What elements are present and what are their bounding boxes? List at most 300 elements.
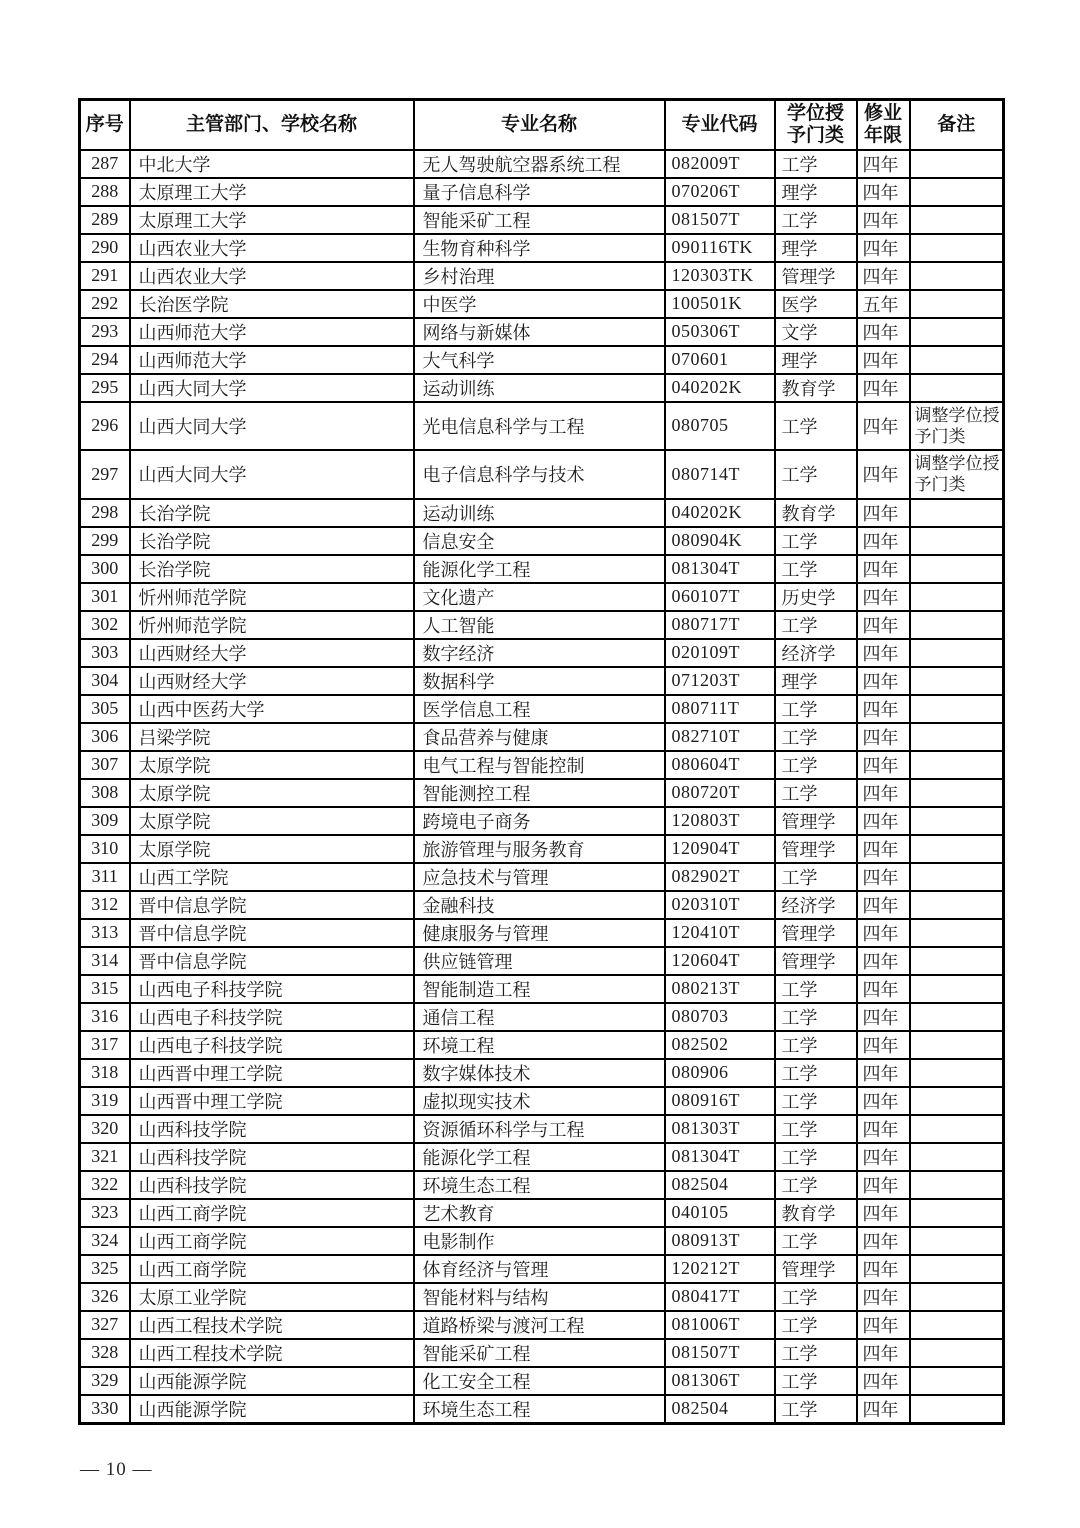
cell-years: 五年 bbox=[857, 290, 910, 318]
cell-index: 291 bbox=[80, 262, 130, 290]
cell-school: 太原学院 bbox=[130, 807, 414, 835]
cell-code: 070206T bbox=[665, 178, 775, 206]
cell-index: 325 bbox=[80, 1255, 130, 1283]
cell-index: 312 bbox=[80, 891, 130, 919]
table-row bbox=[80, 863, 1004, 891]
table-row bbox=[80, 751, 1004, 779]
cell-major: 生物育种科学 bbox=[414, 234, 665, 262]
cell-index: 316 bbox=[80, 1003, 130, 1031]
cell-code: 080717T bbox=[665, 611, 775, 639]
cell-code: 050306T bbox=[665, 318, 775, 346]
cell-code: 080703 bbox=[665, 1003, 775, 1031]
cell-degree: 工学 bbox=[775, 611, 857, 639]
cell-years: 四年 bbox=[857, 1003, 910, 1031]
cell-index: 323 bbox=[80, 1199, 130, 1227]
cell-remark bbox=[910, 178, 1004, 206]
cell-remark bbox=[910, 639, 1004, 667]
cell-code: 081304T bbox=[665, 555, 775, 583]
cell-remark bbox=[910, 1059, 1004, 1087]
cell-index: 321 bbox=[80, 1143, 130, 1171]
table-row bbox=[80, 318, 1004, 346]
cell-major: 能源化学工程 bbox=[414, 555, 665, 583]
cell-degree: 管理学 bbox=[775, 807, 857, 835]
cell-years: 四年 bbox=[857, 1171, 910, 1199]
cell-school: 中北大学 bbox=[130, 150, 414, 178]
cell-school: 山西科技学院 bbox=[130, 1171, 414, 1199]
cell-remark bbox=[910, 1143, 1004, 1171]
cell-remark bbox=[910, 975, 1004, 1003]
table-row bbox=[80, 527, 1004, 555]
cell-code: 081306T bbox=[665, 1367, 775, 1395]
table-row bbox=[80, 1367, 1004, 1395]
cell-code: 120803T bbox=[665, 807, 775, 835]
cell-school: 山西晋中理工学院 bbox=[130, 1087, 414, 1115]
table-row bbox=[80, 947, 1004, 975]
cell-school: 山西大同大学 bbox=[130, 374, 414, 402]
table-row bbox=[80, 234, 1004, 262]
cell-code: 071203T bbox=[665, 667, 775, 695]
cell-code: 082902T bbox=[665, 863, 775, 891]
table-row bbox=[80, 611, 1004, 639]
cell-years: 四年 bbox=[857, 206, 910, 234]
table-row bbox=[80, 583, 1004, 611]
cell-code: 082504 bbox=[665, 1171, 775, 1199]
cell-school: 山西大同大学 bbox=[130, 402, 414, 451]
cell-index: 324 bbox=[80, 1227, 130, 1255]
table-row bbox=[80, 1255, 1004, 1283]
cell-major: 食品营养与健康 bbox=[414, 723, 665, 751]
table-body bbox=[80, 150, 1004, 1424]
cell-major: 艺术教育 bbox=[414, 1199, 665, 1227]
table-row bbox=[80, 1171, 1004, 1199]
header-school: 主管部门、学校名称 bbox=[130, 100, 414, 150]
cell-code: 082009T bbox=[665, 150, 775, 178]
cell-index: 302 bbox=[80, 611, 130, 639]
cell-years: 四年 bbox=[857, 1367, 910, 1395]
cell-index: 290 bbox=[80, 234, 130, 262]
cell-school: 山西大同大学 bbox=[130, 450, 414, 499]
cell-school: 长治学院 bbox=[130, 499, 414, 527]
cell-index: 305 bbox=[80, 695, 130, 723]
header-degree bbox=[775, 100, 857, 150]
cell-index: 300 bbox=[80, 555, 130, 583]
cell-remark bbox=[910, 234, 1004, 262]
cell-years: 四年 bbox=[857, 1227, 910, 1255]
cell-degree: 理学 bbox=[775, 346, 857, 374]
cell-remark bbox=[910, 1199, 1004, 1227]
cell-degree: 工学 bbox=[775, 1115, 857, 1143]
cell-years: 四年 bbox=[857, 262, 910, 290]
cell-remark bbox=[910, 779, 1004, 807]
table-row bbox=[80, 150, 1004, 178]
cell-remark bbox=[910, 947, 1004, 975]
cell-degree: 管理学 bbox=[775, 1255, 857, 1283]
cell-school: 长治学院 bbox=[130, 555, 414, 583]
cell-major: 环境工程 bbox=[414, 1031, 665, 1059]
cell-code: 060107T bbox=[665, 583, 775, 611]
table-row bbox=[80, 779, 1004, 807]
cell-remark bbox=[910, 1339, 1004, 1367]
cell-degree: 经济学 bbox=[775, 891, 857, 919]
cell-degree: 工学 bbox=[775, 1143, 857, 1171]
cell-degree: 文学 bbox=[775, 318, 857, 346]
cell-school: 长治医学院 bbox=[130, 290, 414, 318]
cell-major: 电子信息科学与技术 bbox=[414, 450, 665, 499]
cell-index: 298 bbox=[80, 499, 130, 527]
cell-degree: 经济学 bbox=[775, 639, 857, 667]
cell-index: 287 bbox=[80, 150, 130, 178]
cell-major: 量子信息科学 bbox=[414, 178, 665, 206]
cell-major: 医学信息工程 bbox=[414, 695, 665, 723]
cell-code: 120604T bbox=[665, 947, 775, 975]
cell-major: 虚拟现实技术 bbox=[414, 1087, 665, 1115]
cell-school: 山西工程技术学院 bbox=[130, 1339, 414, 1367]
table-row bbox=[80, 206, 1004, 234]
header-years-line1: 修业 bbox=[863, 102, 902, 124]
cell-school: 山西师范大学 bbox=[130, 346, 414, 374]
cell-major: 无人驾驶航空器系统工程 bbox=[414, 150, 665, 178]
cell-index: 320 bbox=[80, 1115, 130, 1143]
table-row bbox=[80, 1311, 1004, 1339]
table-row bbox=[80, 1115, 1004, 1143]
cell-years: 四年 bbox=[857, 1339, 910, 1367]
table-row bbox=[80, 1395, 1004, 1424]
cell-code: 082710T bbox=[665, 723, 775, 751]
cell-degree: 工学 bbox=[775, 1087, 857, 1115]
cell-index: 309 bbox=[80, 807, 130, 835]
cell-years: 四年 bbox=[857, 374, 910, 402]
cell-index: 301 bbox=[80, 583, 130, 611]
cell-degree: 教育学 bbox=[775, 374, 857, 402]
cell-degree: 工学 bbox=[775, 555, 857, 583]
cell-degree: 医学 bbox=[775, 290, 857, 318]
cell-code: 090116TK bbox=[665, 234, 775, 262]
cell-degree: 理学 bbox=[775, 667, 857, 695]
cell-major: 运动训练 bbox=[414, 499, 665, 527]
cell-school: 山西中医药大学 bbox=[130, 695, 414, 723]
cell-remark bbox=[910, 1395, 1004, 1424]
cell-years: 四年 bbox=[857, 583, 910, 611]
cell-remark bbox=[910, 1283, 1004, 1311]
cell-code: 040202K bbox=[665, 374, 775, 402]
cell-school: 晋中信息学院 bbox=[130, 919, 414, 947]
cell-remark bbox=[910, 1255, 1004, 1283]
cell-major: 大气科学 bbox=[414, 346, 665, 374]
cell-remark bbox=[910, 807, 1004, 835]
cell-code: 120904T bbox=[665, 835, 775, 863]
cell-school: 晋中信息学院 bbox=[130, 947, 414, 975]
cell-school: 山西工商学院 bbox=[130, 1227, 414, 1255]
cell-major: 体育经济与管理 bbox=[414, 1255, 665, 1283]
cell-school: 晋中信息学院 bbox=[130, 891, 414, 919]
cell-school: 山西工商学院 bbox=[130, 1255, 414, 1283]
cell-index: 288 bbox=[80, 178, 130, 206]
cell-school: 山西工商学院 bbox=[130, 1199, 414, 1227]
cell-degree: 教育学 bbox=[775, 1199, 857, 1227]
cell-code: 080714T bbox=[665, 450, 775, 499]
cell-code: 082502 bbox=[665, 1031, 775, 1059]
cell-code: 080913T bbox=[665, 1227, 775, 1255]
cell-degree: 工学 bbox=[775, 1031, 857, 1059]
cell-major: 应急技术与管理 bbox=[414, 863, 665, 891]
cell-index: 292 bbox=[80, 290, 130, 318]
cell-degree: 管理学 bbox=[775, 947, 857, 975]
cell-school: 长治学院 bbox=[130, 527, 414, 555]
cell-degree: 工学 bbox=[775, 402, 857, 451]
cell-school: 山西科技学院 bbox=[130, 1143, 414, 1171]
cell-index: 328 bbox=[80, 1339, 130, 1367]
table-row bbox=[80, 1283, 1004, 1311]
cell-remark bbox=[910, 667, 1004, 695]
cell-index: 330 bbox=[80, 1395, 130, 1424]
cell-degree: 工学 bbox=[775, 1283, 857, 1311]
cell-years: 四年 bbox=[857, 150, 910, 178]
cell-years: 四年 bbox=[857, 499, 910, 527]
cell-index: 289 bbox=[80, 206, 130, 234]
cell-index: 313 bbox=[80, 919, 130, 947]
cell-remark bbox=[910, 723, 1004, 751]
cell-years: 四年 bbox=[857, 1283, 910, 1311]
cell-code: 082504 bbox=[665, 1395, 775, 1424]
cell-remark: 调整学位授予门类 bbox=[910, 450, 1004, 499]
cell-major: 数据科学 bbox=[414, 667, 665, 695]
table-row bbox=[80, 262, 1004, 290]
cell-code: 080916T bbox=[665, 1087, 775, 1115]
cell-index: 319 bbox=[80, 1087, 130, 1115]
cell-remark bbox=[910, 1087, 1004, 1115]
cell-years: 四年 bbox=[857, 234, 910, 262]
cell-major: 智能材料与结构 bbox=[414, 1283, 665, 1311]
cell-degree: 工学 bbox=[775, 527, 857, 555]
cell-years: 四年 bbox=[857, 346, 910, 374]
table-row bbox=[80, 723, 1004, 751]
cell-school: 山西财经大学 bbox=[130, 639, 414, 667]
page-number: — 10 — bbox=[80, 1459, 153, 1480]
cell-major: 人工智能 bbox=[414, 611, 665, 639]
cell-remark bbox=[910, 1171, 1004, 1199]
cell-degree: 工学 bbox=[775, 975, 857, 1003]
cell-school: 山西科技学院 bbox=[130, 1115, 414, 1143]
cell-code: 081507T bbox=[665, 1339, 775, 1367]
cell-major: 数字媒体技术 bbox=[414, 1059, 665, 1087]
cell-code: 081006T bbox=[665, 1311, 775, 1339]
cell-major: 环境生态工程 bbox=[414, 1395, 665, 1424]
cell-degree: 工学 bbox=[775, 779, 857, 807]
cell-years: 四年 bbox=[857, 1087, 910, 1115]
cell-major: 金融科技 bbox=[414, 891, 665, 919]
cell-school: 山西财经大学 bbox=[130, 667, 414, 695]
cell-degree: 历史学 bbox=[775, 583, 857, 611]
cell-school: 山西师范大学 bbox=[130, 318, 414, 346]
cell-school: 山西电子科技学院 bbox=[130, 975, 414, 1003]
cell-code: 120212T bbox=[665, 1255, 775, 1283]
cell-index: 299 bbox=[80, 527, 130, 555]
table-header bbox=[80, 100, 1004, 150]
cell-degree: 工学 bbox=[775, 1311, 857, 1339]
cell-remark bbox=[910, 374, 1004, 402]
cell-index: 322 bbox=[80, 1171, 130, 1199]
cell-remark bbox=[910, 1031, 1004, 1059]
cell-remark bbox=[910, 1003, 1004, 1031]
cell-remark bbox=[910, 1367, 1004, 1395]
cell-major: 信息安全 bbox=[414, 527, 665, 555]
table-row bbox=[80, 374, 1004, 402]
cell-remark bbox=[910, 891, 1004, 919]
cell-major: 智能测控工程 bbox=[414, 779, 665, 807]
table-row bbox=[80, 346, 1004, 374]
cell-major: 能源化学工程 bbox=[414, 1143, 665, 1171]
table-row bbox=[80, 290, 1004, 318]
cell-index: 297 bbox=[80, 450, 130, 499]
cell-degree: 教育学 bbox=[775, 499, 857, 527]
cell-years: 四年 bbox=[857, 891, 910, 919]
cell-school: 忻州师范学院 bbox=[130, 583, 414, 611]
cell-degree: 工学 bbox=[775, 695, 857, 723]
cell-school: 太原工业学院 bbox=[130, 1283, 414, 1311]
cell-code: 080906 bbox=[665, 1059, 775, 1087]
cell-major: 化工安全工程 bbox=[414, 1367, 665, 1395]
cell-remark bbox=[910, 919, 1004, 947]
cell-remark bbox=[910, 583, 1004, 611]
cell-years: 四年 bbox=[857, 450, 910, 499]
cell-index: 304 bbox=[80, 667, 130, 695]
cell-remark bbox=[910, 555, 1004, 583]
cell-degree: 工学 bbox=[775, 863, 857, 891]
cell-major: 旅游管理与服务教育 bbox=[414, 835, 665, 863]
cell-degree: 工学 bbox=[775, 723, 857, 751]
cell-remark bbox=[910, 346, 1004, 374]
cell-major: 电影制作 bbox=[414, 1227, 665, 1255]
cell-index: 315 bbox=[80, 975, 130, 1003]
cell-school: 太原理工大学 bbox=[130, 206, 414, 234]
cell-index: 318 bbox=[80, 1059, 130, 1087]
cell-major: 电气工程与智能控制 bbox=[414, 751, 665, 779]
cell-remark bbox=[910, 835, 1004, 863]
cell-years: 四年 bbox=[857, 723, 910, 751]
table-row bbox=[80, 975, 1004, 1003]
header-remark: 备注 bbox=[910, 100, 1004, 150]
table-row bbox=[80, 919, 1004, 947]
header-row bbox=[80, 100, 1004, 150]
cell-major: 智能制造工程 bbox=[414, 975, 665, 1003]
cell-code: 080711T bbox=[665, 695, 775, 723]
cell-remark bbox=[910, 262, 1004, 290]
cell-index: 303 bbox=[80, 639, 130, 667]
cell-remark bbox=[910, 611, 1004, 639]
cell-remark bbox=[910, 695, 1004, 723]
cell-years: 四年 bbox=[857, 751, 910, 779]
cell-degree: 工学 bbox=[775, 1395, 857, 1424]
cell-degree: 工学 bbox=[775, 450, 857, 499]
cell-remark bbox=[910, 1115, 1004, 1143]
cell-major: 文化遗产 bbox=[414, 583, 665, 611]
cell-degree: 管理学 bbox=[775, 919, 857, 947]
header-degree-line1: 学位授 bbox=[786, 102, 844, 124]
table-row bbox=[80, 1199, 1004, 1227]
table-row bbox=[80, 178, 1004, 206]
cell-remark: 调整学位授予门类 bbox=[910, 402, 1004, 451]
cell-degree: 工学 bbox=[775, 1367, 857, 1395]
table-row bbox=[80, 450, 1004, 499]
cell-index: 307 bbox=[80, 751, 130, 779]
cell-code: 070601 bbox=[665, 346, 775, 374]
cell-code: 040202K bbox=[665, 499, 775, 527]
cell-years: 四年 bbox=[857, 779, 910, 807]
cell-major: 通信工程 bbox=[414, 1003, 665, 1031]
cell-school: 太原学院 bbox=[130, 835, 414, 863]
cell-years: 四年 bbox=[857, 863, 910, 891]
cell-school: 山西电子科技学院 bbox=[130, 1031, 414, 1059]
cell-index: 327 bbox=[80, 1311, 130, 1339]
table-row bbox=[80, 667, 1004, 695]
cell-code: 081507T bbox=[665, 206, 775, 234]
cell-remark bbox=[910, 1311, 1004, 1339]
cell-years: 四年 bbox=[857, 611, 910, 639]
cell-school: 山西电子科技学院 bbox=[130, 1003, 414, 1031]
cell-years: 四年 bbox=[857, 555, 910, 583]
cell-major: 乡村治理 bbox=[414, 262, 665, 290]
cell-years: 四年 bbox=[857, 1255, 910, 1283]
header-code: 专业代码 bbox=[665, 100, 775, 150]
table-row bbox=[80, 1339, 1004, 1367]
cell-index: 310 bbox=[80, 835, 130, 863]
cell-code: 080705 bbox=[665, 402, 775, 451]
cell-major: 资源循环科学与工程 bbox=[414, 1115, 665, 1143]
cell-years: 四年 bbox=[857, 402, 910, 451]
cell-index: 306 bbox=[80, 723, 130, 751]
cell-code: 020310T bbox=[665, 891, 775, 919]
cell-code: 081304T bbox=[665, 1143, 775, 1171]
cell-years: 四年 bbox=[857, 1311, 910, 1339]
cell-degree: 理学 bbox=[775, 234, 857, 262]
cell-years: 四年 bbox=[857, 639, 910, 667]
cell-years: 四年 bbox=[857, 1143, 910, 1171]
cell-years: 四年 bbox=[857, 178, 910, 206]
cell-school: 忻州师范学院 bbox=[130, 611, 414, 639]
cell-major: 跨境电子商务 bbox=[414, 807, 665, 835]
cell-major: 智能采矿工程 bbox=[414, 1339, 665, 1367]
header-years-line2: 年限 bbox=[863, 124, 902, 146]
cell-years: 四年 bbox=[857, 667, 910, 695]
cell-degree: 管理学 bbox=[775, 262, 857, 290]
cell-major: 智能采矿工程 bbox=[414, 206, 665, 234]
cell-degree: 工学 bbox=[775, 1227, 857, 1255]
table-row bbox=[80, 1003, 1004, 1031]
cell-code: 080417T bbox=[665, 1283, 775, 1311]
header-degree-line2: 予门类 bbox=[786, 124, 844, 146]
cell-code: 081303T bbox=[665, 1115, 775, 1143]
cell-degree: 工学 bbox=[775, 1339, 857, 1367]
cell-index: 294 bbox=[80, 346, 130, 374]
cell-index: 317 bbox=[80, 1031, 130, 1059]
cell-years: 四年 bbox=[857, 1395, 910, 1424]
cell-code: 100501K bbox=[665, 290, 775, 318]
cell-degree: 工学 bbox=[775, 150, 857, 178]
table-row bbox=[80, 695, 1004, 723]
table-row bbox=[80, 499, 1004, 527]
cell-years: 四年 bbox=[857, 1199, 910, 1227]
cell-code: 120410T bbox=[665, 919, 775, 947]
table-row bbox=[80, 807, 1004, 835]
cell-school: 山西能源学院 bbox=[130, 1367, 414, 1395]
table-row bbox=[80, 1143, 1004, 1171]
cell-major: 网络与新媒体 bbox=[414, 318, 665, 346]
cell-remark bbox=[910, 527, 1004, 555]
cell-degree: 工学 bbox=[775, 1059, 857, 1087]
cell-code: 040105 bbox=[665, 1199, 775, 1227]
cell-years: 四年 bbox=[857, 807, 910, 835]
cell-remark bbox=[910, 863, 1004, 891]
